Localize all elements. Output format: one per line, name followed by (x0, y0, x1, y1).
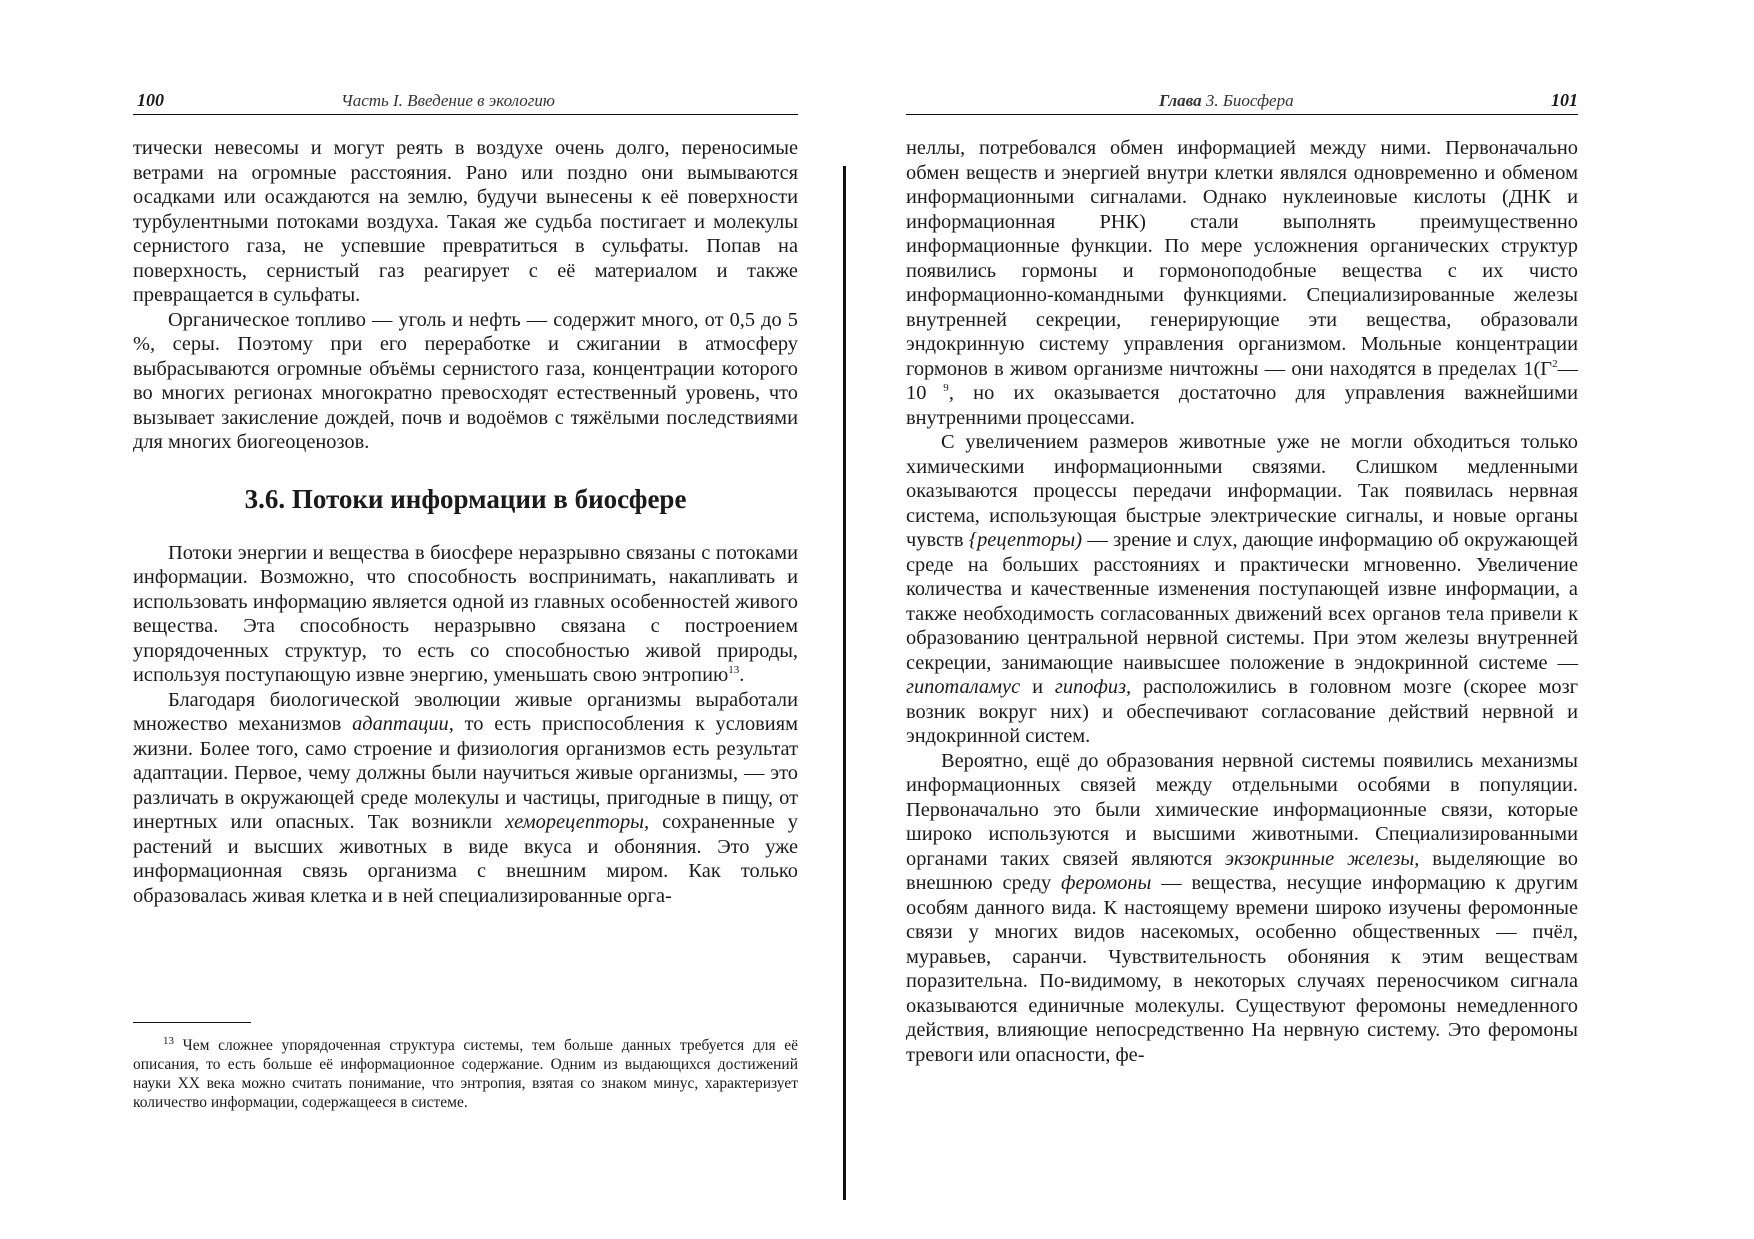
paragraph-text: выделяющие во внешнюю среду (906, 847, 1578, 894)
section-heading: 3.6. Потоки информации в биосфере (244, 483, 687, 514)
right-page-body (906, 136, 1578, 1067)
running-title (1159, 91, 1294, 111)
running-title-bold: Глава (1159, 91, 1202, 110)
paragraph (906, 136, 1578, 430)
paragraph-text: неллы, потребовался обмен информацией между ними. Первоначально обмен веществ и энергией внутри клетки являлся одновременно и обменом информационными сигналами. Однако нуклеиновые кислоты (ДНК и информационная РНК) стали выполнять преимущественно информационные функции. По мере усложнения органических структур появились гормоны и гормоноподобные вещества с их чисто информационно-командными функциями. Специализированные железы внутренней секреции, генерирующие эти вещества, образовали эндокринную систему управления организмом. Мольные концентрации гормонов в живом организме ничтожны — они находятся в пределах 1(Г (906, 137, 1578, 380)
paragraph-text: Вероятно, ещё до образования нервной системы появились механизмы информационных связей между отдельными особями в популяции. Первоначально это были химические информационные связи, которые широко используются и высшими животными. Специализированными органами таких связей являются (906, 749, 1578, 870)
superscript: 9 (926, 382, 949, 395)
page-number: 100 (137, 90, 164, 110)
emphasis-term: хеморецепторы, (505, 811, 650, 833)
paragraph: Органическое топливо — уголь и нефть — содержит много, от 0,5 до 5 %, серы. Поэтому при его переработке и сжигании в атмосферу выбрасываются огромные объёмы сернистого газа, концентрации которого во многих регионах многократно превосходят естественный уровень, что вызывает закисление дождей, почв и водоёмов с тяжёлыми последствиями для многих биогеоценозов. (133, 308, 798, 453)
paragraph-text: — вещества, несущие информацию к другим особям данного вида. К настоящему времени широко изучены феромонные связи у многих видов насекомых, особенно общественных — пчёл, муравьев, саранчи. Чувствительность обоняния к этим веществам поразительна. По-видимому, в некоторых случаях переносчиком сигнала оказываются единичные молекулы. Существуют феромоны немедленного действия, влияющие непосредственно На нервную систему. Это феромоны тревоги или опасности, фе- (906, 872, 1578, 1066)
paragraph-text: Благодаря биологической эволюции живые организмы выработали множество механизмов (133, 688, 798, 735)
paragraph (906, 749, 1578, 1068)
footnote-text: Чем сложнее упорядоченная структура системы, тем больше данных требуется для её описания, то есть больше её информационное содержание. Одним из выдающихся достижений науки XX века можно считать понимание, что энтропия, взятая со знаком минус, характеризует количество информации, содержащееся в системе. (133, 1037, 798, 1111)
paragraph-text: сохраненные у растений и высших животных в виде вкуса и обоняния. Это уже информационная связь организма с внешним миром. Как только образовалась живая клетка и в ней специализированные орга- (133, 811, 798, 907)
paragraph: тически невесомы и могут реять в воздухе очень долго, переносимые ветрами на огромные расстояния. Рано или поздно они вымываются осадками или осаждаются на землю, будучи вынесены к её поверхности турбулентными потоками воздуха. Такая же судьба постигает и молекулы сернистого газа, не успевшие превратиться в сульфаты. Попав на поверхность, сернистый газ реагирует с её материалом и также превращается в сульфаты. (133, 137, 798, 306)
paragraph-text: расположились в головном мозге (скорее мозг возник вокруг них) и обеспечивают согласование действий нервной и эндокринной систем. (906, 676, 1578, 747)
emphasis-term: феромоны (1061, 872, 1152, 894)
paragraph-text: . (739, 664, 745, 686)
running-title-rest: 3. Биосфера (1201, 91, 1294, 110)
right-page-header (906, 86, 1578, 115)
page-gutter-line (843, 166, 846, 1200)
emphasis-term: адаптации, (352, 713, 454, 735)
left-page-header (133, 86, 798, 115)
running-title: Часть I. Введение в экологию (341, 91, 555, 110)
emphasis-term: экзокринные железы, (1225, 847, 1420, 870)
paragraph-text: и (1020, 676, 1055, 698)
emphasis-term: {рецепторы) (968, 529, 1082, 551)
paragraph-text: — зрение и слух, дающие информацию об окружающей среде на больших расстояниях и практически мгновенно. Увеличение количества и качественные изменения поступающей извне информации, а также необходимость согласованных движений всех органов тела привели к образованию центральной нервной системы. При этом железы внутренней секреции, занимающие наивысшее положение в эндокринной системе — (906, 529, 1578, 674)
emphasis-term: гипофиз, (1054, 676, 1132, 698)
emphasis-term: гипоталамус (906, 676, 1021, 698)
footnote (133, 1036, 798, 1112)
superscript: 2 (1552, 357, 1558, 370)
footnote-separator (133, 1022, 251, 1023)
paragraph (906, 430, 1578, 749)
left-page-body (133, 136, 798, 908)
paragraph (133, 541, 798, 688)
paragraph-text: , но их оказывается достаточно для управления важнейшими внутренними процессами. (906, 382, 1578, 429)
paragraph-text: Потоки энергии и вещества в биосфере неразрывно связаны с потоками информации. Возможно, что способность воспринимать, накапливать и использовать информацию является одной из главных особенностей живого вещества. Эта способность неразрывно связана с построением упорядоченных структур, то есть со способностью живой природы, используя поступающую извне энергию, уменьшать свою энтропию (133, 541, 798, 686)
page-number: 101 (1551, 90, 1578, 110)
paragraph (133, 688, 798, 909)
paragraph-text: С увеличением размеров животные уже не могли обходиться только химическими информационными связями. Слишком медленными оказываются процессы передачи информации. Так появилась нервная система, использующая быстрые электрические сигналы, и новые органы чувств (906, 431, 1578, 551)
footnote-number: 13 (163, 1034, 174, 1047)
paragraph-text: то есть приспособления к условиям жизни. Более того, само строение и физиология организмов есть результат адаптации. Первое, чему должны были научиться живые организмы, — это различать в окружающей среде молекулы и частицы, пригодные в пищу, от инертных или опасных. Так возникли (133, 713, 798, 833)
paragraph-text: —10 (906, 357, 1578, 404)
footnote-ref: 13 (728, 664, 740, 677)
